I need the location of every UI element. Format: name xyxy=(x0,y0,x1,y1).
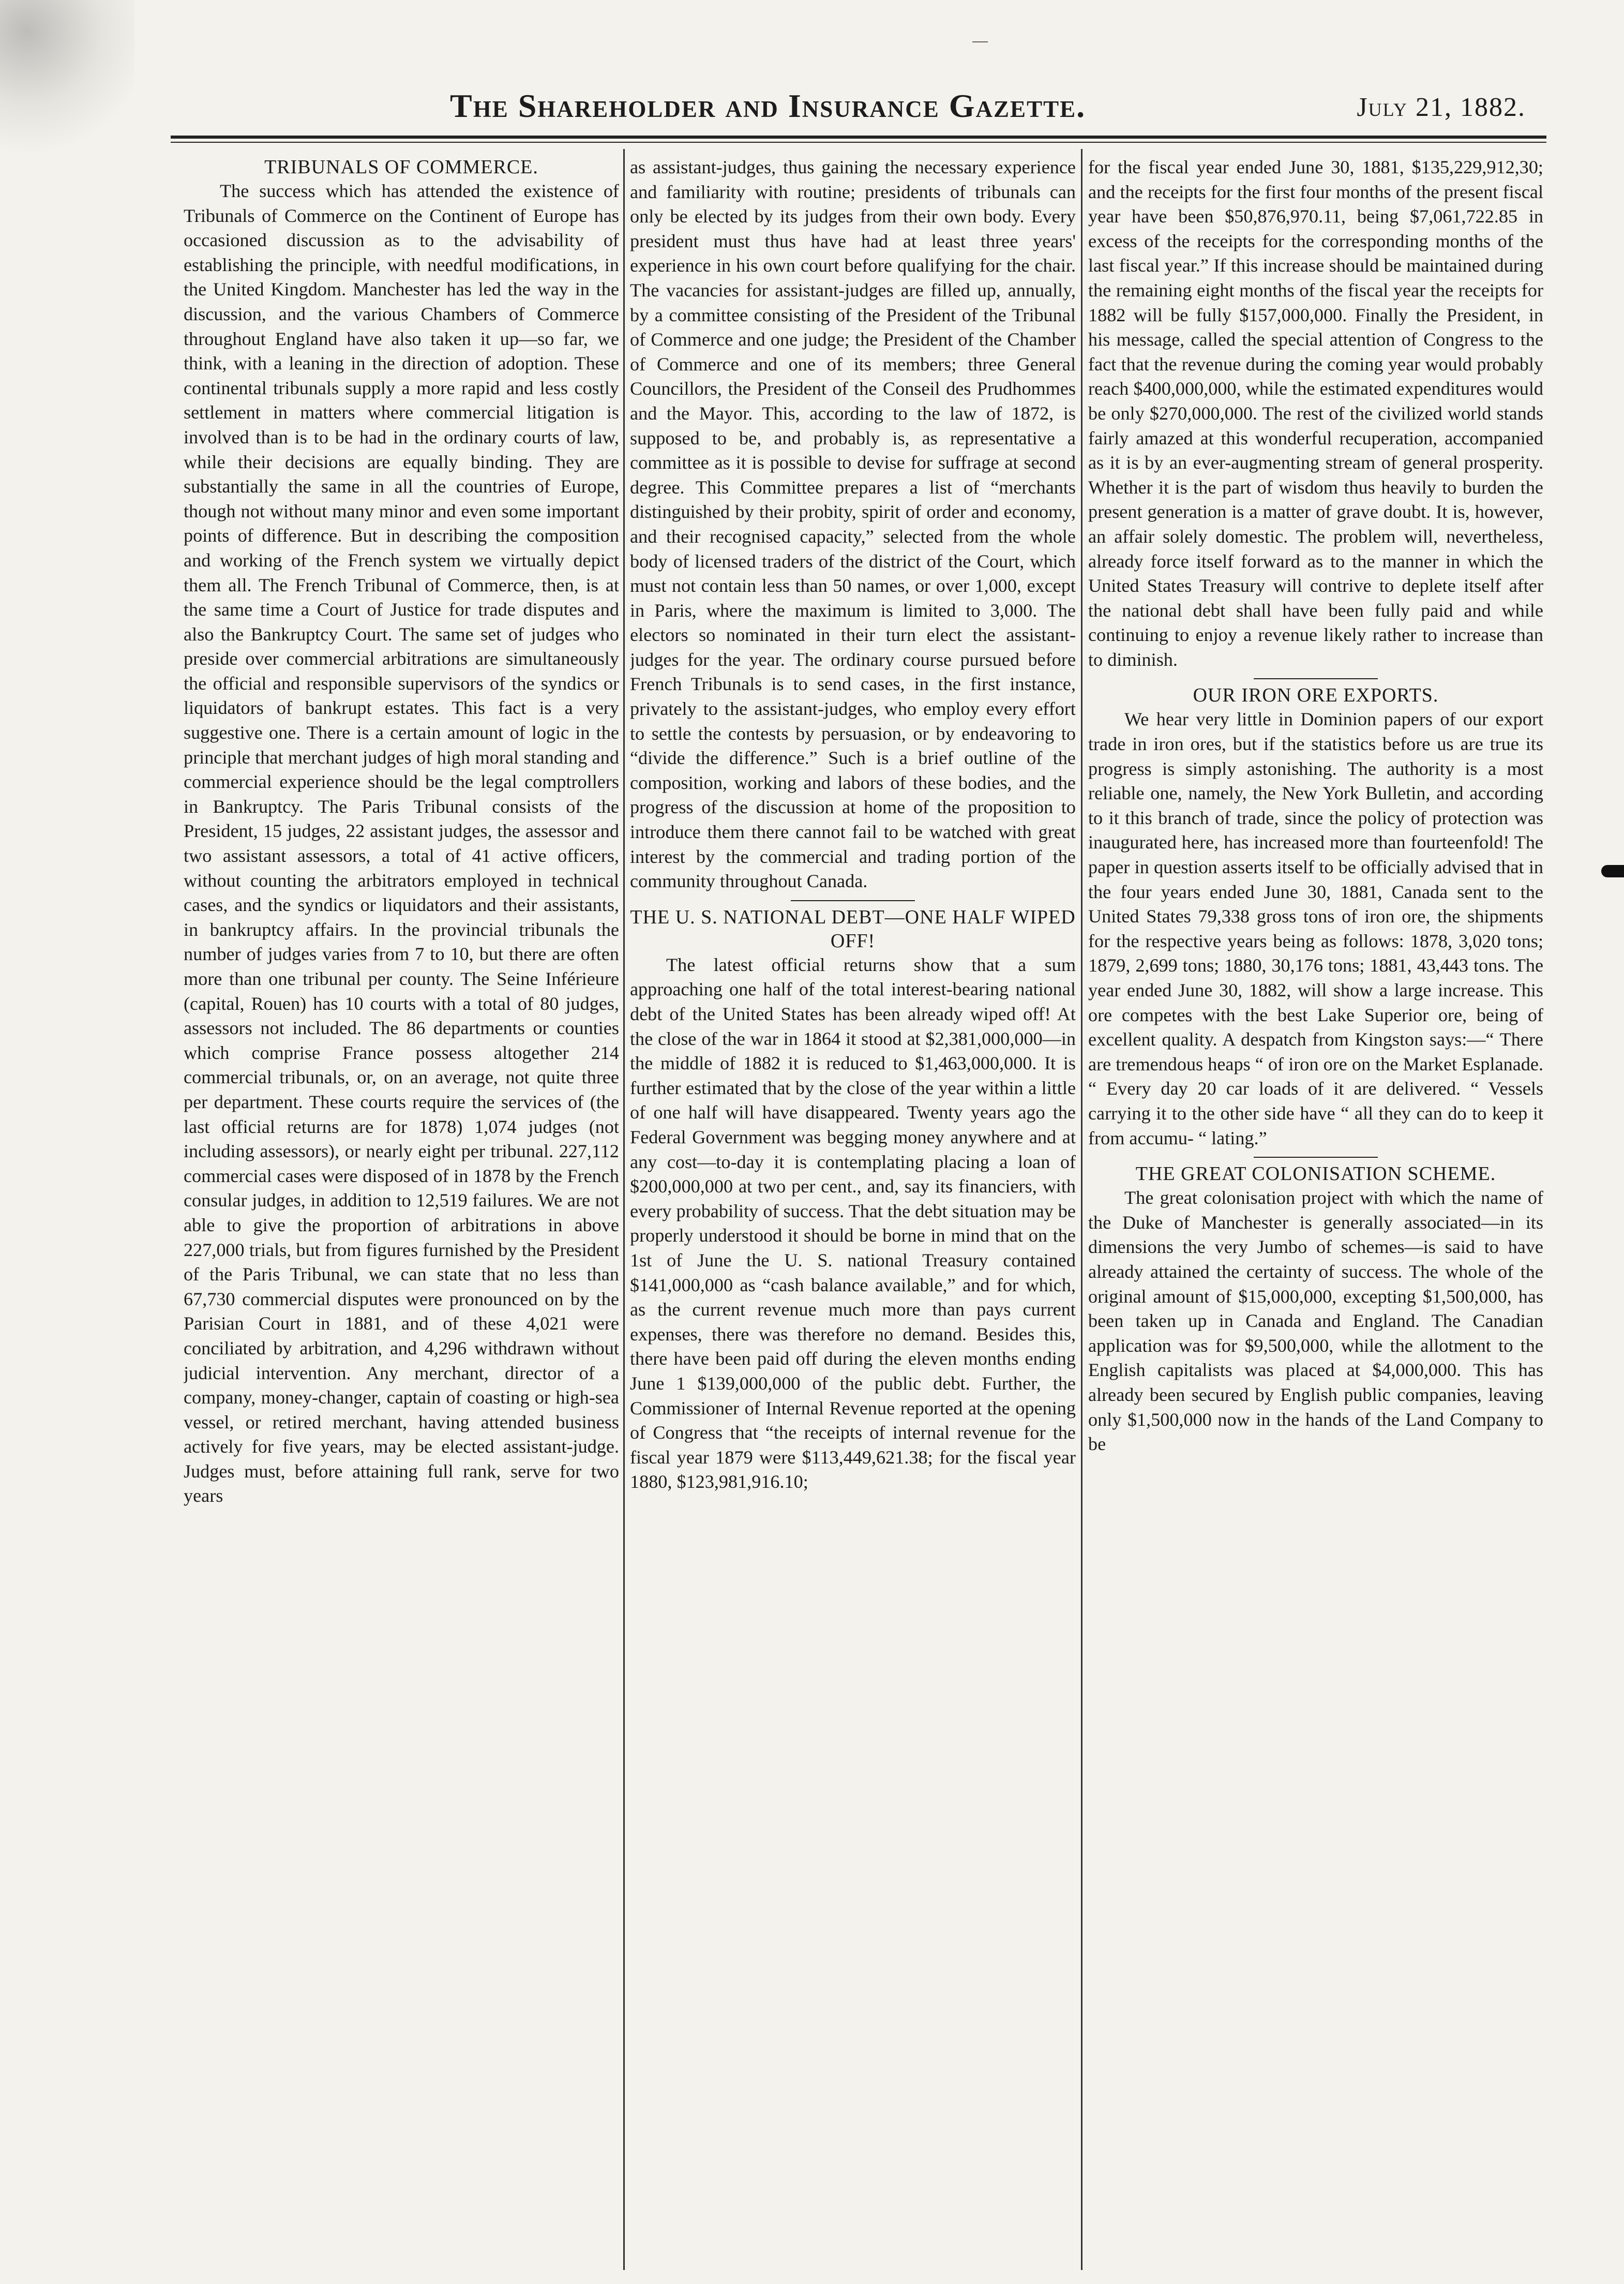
column-divider xyxy=(1081,149,1082,2270)
column-1 xyxy=(184,155,619,2261)
article-body-tribunals: The success which has attended the existence of Tribunals of Commerce on the Continent of Europe has occasioned discussion as to the advisability of establishing the principle, with needful modifications, in the United Kingdom. Manchester has led the way in the discussion, and the various Chambers of Commerce throughout England have also taken it up—so far, we think, with a leaning in the direction of adoption. These continental tribunals supply a more rapid and less costly settlement in matters where commercial litigation is involved than is to be had in the ordinary courts of law, while their decisions are equally binding. They are substantially the same in all the countries of Europe, though not without many minor and even some important points of difference. But in describing the composition and working of the French system we virtually depict them all. The French Tribunal of Commerce, then, is at the same time a Court of Justice for trade disputes and also the Bankruptcy Court. The same set of judges who preside over commercial arbitrations are simultaneously the official and responsible supervisors of the syndics or liquidators of bankrupt estates. This fact is a very suggestive one. There is a certain amount of logic in the principle that merchant judges of high moral standing and commercial experience should be the legal comptrollers in Bankruptcy. The Paris Tribunal consists of the President, 15 judges, 22 assistant judges, the assessor and two assistant assessors, a total of 41 active officers, without counting the arbitrators employed in technical cases, and the syndics or liquidators and their assistants, in bankruptcy affairs. In the provincial tribunals the number of judges varies from 7 to 10, but there are often more than one tribunal per county. The Seine Inférieure (capital, Rouen) has 10 courts with a total of 80 judges, assessors not included. The 86 departments or counties which comprise France possess altogether 214 commercial tribunals, or, on an average, not quite three per department. These courts require the services of (the last official returns are for 1878) 1,074 judges (not including assessors), or nearly eight per tribunal. 227,112 commercial cases were disposed of in 1878 by the French consular judges, in addition to 12,519 failures. We are not able to give the proportion of arbitrations in above 227,000 trials, but from figures furnished by the President of the Paris Tribunal, we can state that no less than 67,730 commercial disputes were pronounced on by the Parisian Court in 1881, and of these 4,021 were conciliated by arbitration, and 4,296 withdrawn without judicial intervention. Any merchant, director of a company, money-changer, captain of coasting or high-sea vessel, or retired merchant, having attended business actively for five years, may be elected assistant-judge. Judges must, before attaining full rank, serve for two years xyxy=(184,181,619,1506)
masthead xyxy=(171,87,1526,128)
column-3 xyxy=(1088,155,1543,2261)
issue-date: July 21, 1882. xyxy=(1357,93,1526,122)
article-body-national-debt: The latest official returns show that a sum approaching one half of the total interest-bearing national debt of the United States has been already wiped off! At the close of the war in 1864 it stood at $2,381,000,000—in the middle of 1882 it is reduced to $1,463,000,000. It is further estimated that by the close of the year within a little of one half will have disappeared. Twenty years ago the Federal Government was begging money anywhere and at any cost—to-day it is contemplating placing a loan of $200,000,000 at two per cent., and, say its financiers, with every probability of success. That the debt situation may be properly understood it should be borne in mind that on the 1st of June the U. S. national Treasury contained $141,000,000 as “cash balance available,” and for which, as the current revenue much more than pays current expenses, there was therefore no demand. Besides this, there have been paid off during the eleven months ending June 1 $139,000,000 of the public debt. Further, the Commissioner of Internal Revenue reported at the opening of Congress that “the receipts of internal revenue for the fiscal year 1879 were $113,449,621.38; for the fiscal year 1880, $123,981,916.10; xyxy=(630,954,1076,1492)
article-heading-tribunals: TRIBUNALS OF COMMERCE. xyxy=(264,156,538,178)
scan-mark xyxy=(972,41,988,42)
article-heading-colonisation: THE GREAT COLONISATION SCHEME. xyxy=(1135,1163,1496,1185)
article-body-colonisation: The great colonisation project with which the name of the Duke of Manchester is generally associated—in its dimensions the very Jumbo of schemes—is said to have already attained the certainty of success. The whole of the original amount of $15,000,000, excepting $1,500,000, has been taken up in Canada and England. The Canadian application was for $9,500,000, while the allotment to the English capitalists was placed at $4,000,000. This has already been secured by English public companies, leaving only $1,500,000 now in the hands of the Land Company to be xyxy=(1088,1187,1543,1455)
article-separator xyxy=(791,900,915,901)
header-rule xyxy=(171,136,1546,139)
article-body-tribunals-continued: as assistant-judges, thus gaining the necessary experience and familiarity with routine; presidents of tribunals can only be elected by its judges from their own body. Every president must thus have had at least three years' experience in his own court before qualifying for the chair. The vacancies for assistant-judges are filled up, annually, by a committee consisting of the President of the Tribunal of Commerce and one judge; the President of the Chamber of Commerce and one of its members; three General Councillors, the President of the Conseil des Prudhommes and the Mayor. This, according to the law of 1872, is supposed to be, and probably is, as representative a committee as it is possible to devise for suffrage at second degree. This Committee prepares a list of “merchants distinguished by their probity, spirit of order and economy, and their recognised capacity,” selected from the whole body of licensed traders of the district of the Court, which must not contain less than 50 names, or over 1,000, except in Paris, where the maximum is limited to 3,000. The electors so nominated in their turn elect the assistant-judges for the year. The ordinary course pursued before French Tribunals is to send cases, in the first instance, privately to the assistant-judges, who employ every effort to settle the contests by persuasion, or by endeavoring to “divide the difference.” Such is a brief outline of the composition, working and labors of these bodies, and the progress of the discussion at home of the proposition to introduce them there cannot fail to be watched with great interest by the commercial and trading portion of the community throughout Canada. xyxy=(630,157,1076,892)
article-body-national-debt-continued: for the fiscal year ended June 30, 1881, $135,229,912,30; and the receipts for the first four months of the present fiscal year have been $50,876,970.11, being $7,061,722.85 in excess of the receipts for the corresponding months of the last fiscal year.” If this increase should be maintained during the remaining eight months of the fiscal year the receipts for 1882 will be fully $157,000,000. Finally the President, in his message, called the special attention of Congress to the fact that the revenue during the coming year would probably reach $400,000,000, while the estimated expenditures would be only $270,000,000. The rest of the civilized world stands fairly amazed at this wonderful recuperation, accompanied as it is by an ever-augmenting stream of general prosperity. Whether it is the part of wisdom thus heavily to burden the present generation is a matter of grave doubt. It is, however, an affair solely domestic. The problem will, nevertheless, already force itself forward as to the manner in which the United States Treasury will contrive to deplete itself after the national debt shall have been fully paid and while continuing to enjoy a revenue likely rather to increase than to diminish. xyxy=(1088,157,1543,670)
article-heading-iron-ore: OUR IRON ORE EXPORTS. xyxy=(1193,684,1439,707)
column-2 xyxy=(630,155,1076,2261)
article-heading-national-debt: THE U. S. NATIONAL DEBT—ONE HALF WIPED OFF! xyxy=(630,906,1076,952)
article-body-iron-ore: We hear very little in Dominion papers of our export trade in iron ores, but if the statistics before us are true its progress is simply astonishing. The authority is a most reliable one, namely, the New York Bulletin, and according to it this branch of trade, since the policy of protection was inaugurated here, has increased more than fourteenfold! The paper in question asserts itself to be officially advised that in the four years ended June 30, 1881, Canada sent to the United States 79,338 gross tons of iron ore, the shipments for the respective years being as follows: 1878, 3,020 tons; 1879, 2,699 tons; 1880, 30,176 tons; 1881, 43,443 tons. The year ended June 30, 1882, will show a large increase. This ore competes with the best Lake Superior ore, being of excellent quality. A despatch from Kingston says:—“ There are tremendous heaps “ of iron ore on the Market Esplanade. “ Every day 20 car loads of it are delivered. “ Vessels carrying it to the other side have “ all they can do to keep it from accumu- “ lating.” xyxy=(1088,709,1543,1148)
scan-speckle xyxy=(0,0,134,155)
margin-mark xyxy=(1601,865,1624,877)
column-divider xyxy=(623,149,625,2270)
article-separator xyxy=(1254,678,1378,679)
header-rule-thin xyxy=(171,142,1546,143)
paper-title: The Shareholder and Insurance Gazette. xyxy=(450,87,1086,124)
article-separator xyxy=(1254,1157,1378,1158)
